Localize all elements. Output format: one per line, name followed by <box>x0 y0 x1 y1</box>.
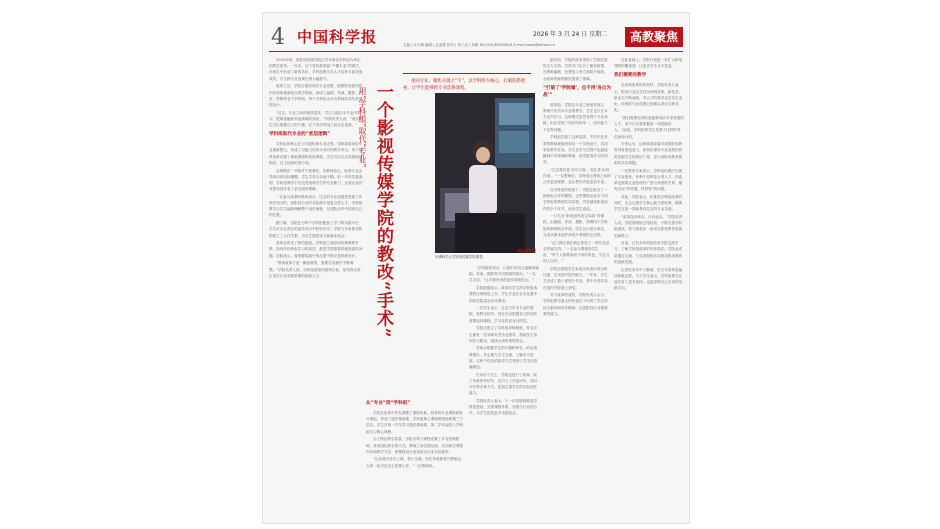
body-paragraph: “以前我们各自上课，很少交流。现在每周都要开教研会，大家一起讨论怎么把课上好。”一位教师说。 <box>366 457 465 468</box>
body-paragraph: 在学科组的框架下，学院还推出了一批跨组合作的课程。这些课程由来自不同学科组的教师共同讲授，内容涵盖影视创作的多个环节，深受学生欢迎。 <box>543 187 608 211</box>
body-paragraph: 2025年秋，某影视传媒学院正式开始以学科组为单位的教学改革。一年后，这个曾经被质疑“不懂专业”的做法，在师生中形成了新的共识，学科组教学在人才培养方面初见成效，学生跨专业选课比例大幅提升。 <box>269 58 363 81</box>
body-paragraph: 一位参与改革的教师表示，过去的专业设置是按照工作岗位划分的，而影视行业的实际需求是复合型人才。学科组教学让学生能够理解整个创作流程，在团队协作中找到自己的位置。 <box>269 194 363 218</box>
headline-block <box>358 75 400 395</box>
body-paragraph: 学科组打破了这种局面。不同专业背景的教师被组织到同一个学科组中，共同承担教学任务。学生在学习过程中也能接触到不同领域的教师，获得更加多元的指导。 <box>543 135 608 165</box>
lead-text: 重回专业、聚焦关键之“手”，以学科组为核心，打破院系壁垒，让学生能够跨专业选修课程。 <box>403 79 526 92</box>
article-column-4 <box>543 57 611 517</box>
page-number: 4 <box>271 25 285 50</box>
body-paragraph: 学院还鼓励学生参加各类创作项目和比赛，在实践中提升能力。一年来，学生共完成了数十部短片作品，其中多部作品在国内外影展上获奖。 <box>543 266 608 290</box>
editor-credits: 主编 | 计红梅 编辑 | 孟凌霄 校对 | 何工农 | 刘聪 Tel:(010)62580618 E-mail:news@stimes.cn <box>403 43 556 47</box>
body-paragraph: “过去，专业之间的壁垒很高，学生只能在本专业内学习，很难接触到其他领域的知识。”学院负责人说，“现在学生可以根据自己的兴趣，在不同学科组之间自由选课。” <box>269 110 363 128</box>
article-column-3 <box>469 265 539 517</box>
article-column-1 <box>269 57 363 517</box>
article-column-2 <box>366 397 466 517</box>
body-paragraph: 记者在采访中了解到，学生对改革普遍持积极态度。不少学生表示，学科组教学让他们有了更多选择，也更清楚自己未来的发展方向。 <box>614 267 683 291</box>
subheading: “打破了‘学院墙’，也不再‘各自为战’” <box>543 85 611 98</box>
body-paragraph: 在此基础上，学院计划进一步扩大跨组课程的覆盖面，让更多学生从中受益。 <box>614 58 683 69</box>
body-paragraph: 这种做法一开始并不被看好。有教师担心，取消专业会导致培养目标模糊，学生学得太杂而不精。但一年的实践表明，学科组教学不仅没有削弱学生的专业能力，反而让他们对影视创作有了更全面的理解。 <box>269 168 363 192</box>
body-paragraph: 改革前，学院各专业之间相对独立，教师只负责本专业的教学，学生也只在本专业内学习。这种模式虽然有利于专业深耕，但也导致了知识结构单一、协作能力不足等问题。 <box>543 102 608 132</box>
body-paragraph: “教育改革不是一蹴而就的，需要在实践中不断调整。”学院负责人说，学科组改革的最终目标，是培养出真正适应行业发展需要的创新人才。 <box>269 261 361 278</box>
body-paragraph: 专家认为，这种改革探索对高校影视教育具有借鉴意义。如何在保持专业深度的同时拓展学生的知识广度，是当前影视教育面临的共同课题。 <box>614 142 683 165</box>
body-paragraph: 学院负责人表示，下一步将继续推进学科组建设，完善课程体系，加强与行业的合作，为学生创造更多实践机会。 <box>469 399 538 416</box>
masthead-divider <box>269 51 683 52</box>
issue-date: 2026 年 3 月 24 日 星期二 <box>533 31 608 38</box>
newspaper-logo: 中国科学报 <box>297 28 378 46</box>
headline-subtitle: 用“学科组”取代“专业” <box>358 87 367 168</box>
body-paragraph: 对此，学院表示，在推进学科组改革的同时，也会注重学生核心能力的培养，确保学生在某一领域具有扎实的专业功底。 <box>614 194 683 212</box>
newspaper-page <box>262 12 690 524</box>
photo-credit: 受访者供图 <box>518 249 536 253</box>
body-paragraph: 改革也带来了新的挑战。学科组之间如何协调课程安排、如何评价跨组学习的成效，都是学院需要持续探索的问题。学院表示，将根据实践中的反馈不断完善制度设计。 <box>269 241 363 258</box>
body-paragraph: 据了解，学院还为每个学科组配备了专门的实践平台，学生可以在真实的创作项目中检验所学。学院与多家影视机构建立了合作关系，为学生提供实习和就业机会。 <box>269 221 363 238</box>
body-paragraph: 在谈到改革的初衷时，学院负责人表示，影视行业正在经历深刻变革，新技术、新业态不断涌现，对人才的要求也在发生变化。传统的专业设置已经难以适应这种变化。 <box>614 83 683 113</box>
article-photo <box>435 93 535 253</box>
body-paragraph: “学科组的设计，让我们有机会接触到编剧、导演、摄影等不同领域的知识。”一名学生说，“这对我后来的创作帮助很大。” <box>469 266 539 283</box>
body-paragraph: 学院还建立了学科组导师制度，每名学生都有一位导师负责学业指导，帮助学生规划学习路径，选择合适的课程组合。 <box>469 326 538 343</box>
photo-illustration <box>435 93 535 253</box>
body-paragraph: 改革之初，学院打破原有的专业设置，按照影视创作的内在规律重新组合教学资源，形成了编剧、导演、摄影、声音、剪辑等若干学科组，每个学科组由多名教师共同负责课程设计。 <box>269 84 363 107</box>
body-paragraph: 导师会根据学生的兴趣和特长，给出选课建议，并定期与学生交流，了解学习进展。这种个性化的指导方式受到了学生的普遍欢迎。 <box>469 346 538 370</box>
body-paragraph: “这门课让我们真正体验了一部作品是怎样诞生的。”一名参与课程的学生说，“每个人都要承担不同的角色，学会与别人合作。” <box>543 240 610 264</box>
body-paragraph: 学院数据显示，改革后学生跨学科组选课的比例明显上升，学生作品在各类比赛中的获奖数量也有所增加。 <box>469 286 538 303</box>
body-paragraph: 学科组的核心在于打破传统专业边界。学院将原来的专业重新整合，形成了以能力培养为导向的教学单元。每个学科组都设置了基础课程和拓展课程，学生可以在完成基础课程后，自主选择拓展方向。 <box>269 142 363 165</box>
body-paragraph: “改革没有终点，只有起点。”学院负责人说，学院将继续总结经验，不断完善学科组建设，努力探索出一条适合影视教育发展的新路子。 <box>614 214 683 238</box>
subheading: 我们需要的教学 <box>614 73 647 79</box>
body-paragraph: 一位教育专家表示，学科组的做法打破了专业壁垒，有利于培养复合型人才。但改革也需要注意处理好广度与深度的关系，避免出现“样样通、样样松”的问题。 <box>614 168 683 192</box>
subheading: 学科组取代专业的“底层逻辑” <box>269 132 331 138</box>
body-paragraph: 一位学生表示，过去只学本专业的课程，视野比较窄。现在可以根据自己的创作需要选择课程，学习变得更有目的性。 <box>469 306 538 323</box>
body-paragraph: 在评价方式上，学院也进行了改革。除了传统的考试外，还引入了作品评价、项目评价等多种方式，更加注重学生的实际创作能力。 <box>469 372 538 396</box>
body-paragraph: 对于改革的成效，学院负责人认为，学科组教学最大的价值在于培养了学生的综合素养和协作精神，这是影视行业最需要的能力。 <box>543 293 608 316</box>
subheading: 从“专业”到“学科组” <box>366 401 411 406</box>
body-paragraph: 为了保证教学质量，学院为每门课程设置了多名授课教师，采用团队教学的方式。教师之间定期交流，共同研讨课程内容和教学方法，使课程设计更加贴近行业实际需求。 <box>366 437 464 454</box>
body-paragraph: 学院在改革中首先调整了课程体系。原有的专业课程被拆分重组，形成了通识基础课、学科组核心课和跨组选修课三个层次。学生在第一学年学习通识基础课，第二学年起进入学科组学习核心课程。 <box>366 411 464 434</box>
body-paragraph: “我们需要培养的是能够适应未来发展的人才，而不仅仅是掌握某一项技能的人。”他说，学科组教学正是基于这样的考虑而设计的。 <box>614 115 684 139</box>
photo-caption: 丹佛科学大学影视传媒学院课堂。 <box>435 255 486 259</box>
headline: 一个影视传媒学院的教改“手术” <box>373 83 393 339</box>
body-paragraph: 据介绍，学院的改革得到了学校层面的大力支持。学校专门出台了配套政策，在教师编制、经费投入等方面给予倾斜，为改革的顺利推进提供了保障。 <box>543 58 608 81</box>
article-column-5 <box>614 57 684 517</box>
body-paragraph: 一门名为“影视创作综合实践”的课程，由编剧、导演、摄影、剪辑四个学科组的教师联合开设。学生以小组为单位，完成从剧本创作到成片剪辑的全过程。 <box>543 214 608 237</box>
body-paragraph: “过去我们是‘各自为战’，现在是‘协同作战’。”一位教师说，学科组让教师之间的合作更加紧密，也让教学内容更加丰富。 <box>543 167 611 185</box>
section-title: 高教聚焦 <box>625 27 683 47</box>
body-paragraph: 目前，已有多所高校前来学院交流学习，了解学科组改革的具体做法。学院也希望通过交流，与兄弟院校共同推动影视教育的创新发展。 <box>614 241 683 264</box>
